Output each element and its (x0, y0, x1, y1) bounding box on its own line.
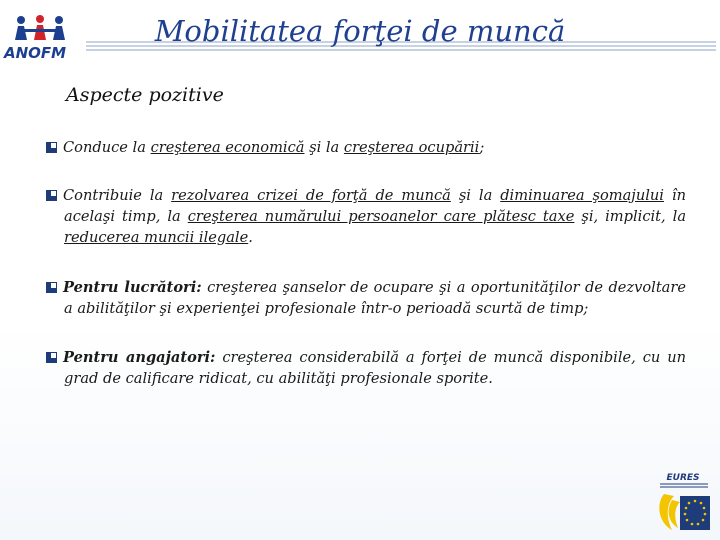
bullet-icon (46, 190, 57, 201)
bullet-icon (46, 352, 57, 363)
bullet-item: Conduce la creşterea economică şi la creşterea ocupării; (46, 137, 686, 158)
eures-logo (652, 470, 714, 536)
bullet-item: Contribuie la rezolvarea crizei de forţă de muncă şi la diminuarea şomajului în acelaşi timp, la creşterea numărului persoanelor care plătesc taxe şi, implicit, la reducerea muncii ilegale. (46, 185, 686, 248)
logo-wordmark: ANOFM (4, 44, 67, 62)
bullet-icon (46, 142, 57, 153)
eures-wordmark: EURES (666, 473, 700, 483)
bullet-icon (46, 282, 57, 293)
page-title: Mobilitatea forţei de muncă (154, 14, 566, 48)
bullet-item: Pentru lucrători: creşterea şanselor de ocupare şi a oportunităţilor de dezvoltare a abilităţilor şi experienţei profesionale într-o perioadă scurtă de timp; (46, 277, 686, 319)
bullet-item: Pentru angajatori: creşterea considerabilă a forţei de muncă disponibile, cu un grad de calificare ridicat, cu abilităţi profesionale sporite. (46, 347, 686, 389)
section-subtitle: Aspecte pozitive (66, 84, 224, 106)
